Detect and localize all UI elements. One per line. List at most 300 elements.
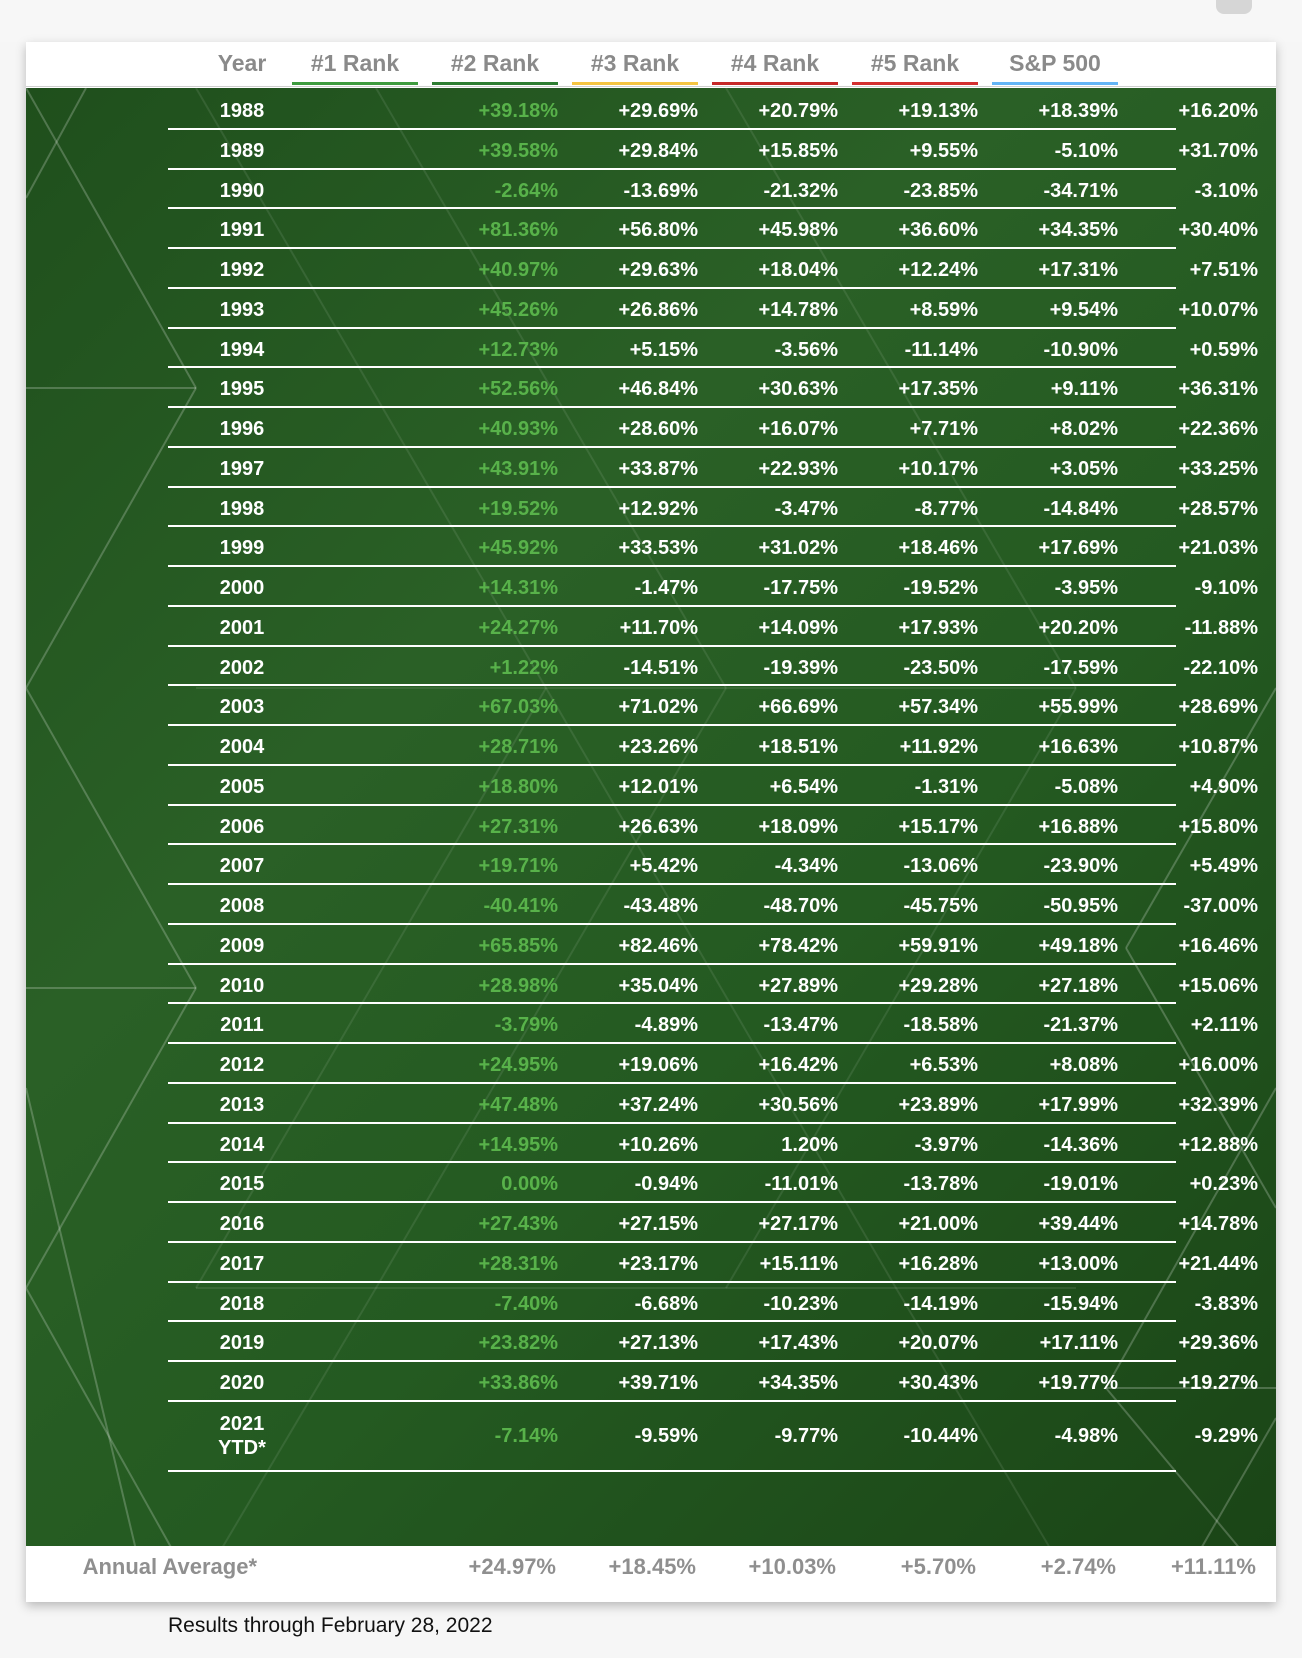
rank-2-value-cell: +26.63% <box>618 815 698 838</box>
table-row <box>168 647 1258 687</box>
table-row <box>168 368 1258 408</box>
rank-4-value-cell: +15.17% <box>898 815 978 838</box>
sp500-value-cell: +22.36% <box>1178 418 1258 440</box>
column-header-label: #3 Rank <box>590 50 680 76</box>
rank-1-value-cell: +81.36% <box>478 219 558 242</box>
year-cell: 1999 <box>219 537 265 560</box>
rank-1-value-cell: -3.79% <box>494 1014 558 1037</box>
sp500-average-cell: +11.11% <box>1170 1554 1256 1579</box>
rank-2-value-cell: +71.02% <box>618 696 698 719</box>
table-row <box>168 567 1258 607</box>
table-row <box>168 1163 1258 1203</box>
sp500-value-cell: +2.11% <box>1190 1014 1258 1037</box>
rank-3-value-cell: +18.09% <box>758 815 838 838</box>
rank-5-value-cell: -50.95% <box>1043 895 1118 917</box>
rank-1-value-cell: +19.52% <box>478 497 558 520</box>
rank-2-value-cell: +10.26% <box>618 1133 698 1156</box>
rank-3-value-cell: +14.78% <box>758 298 838 321</box>
rank-5-value-cell: +55.99% <box>1038 696 1118 719</box>
year-cell: 2019 <box>219 1332 265 1355</box>
rank-5-value-cell: +16.88% <box>1038 815 1118 838</box>
table-row <box>168 130 1258 170</box>
scrollbar-thumb[interactable] <box>1216 0 1252 14</box>
sp500-value-cell: -3.83% <box>1194 1292 1258 1315</box>
year-cell: 2018 <box>219 1292 265 1315</box>
rank-4-value-cell: -10.44% <box>903 1424 978 1447</box>
rank-5-value-cell: -14.84% <box>1043 497 1118 520</box>
column-header-label: S&P 500 <box>1009 50 1101 76</box>
rank-1-value-cell: +24.95% <box>478 1054 558 1076</box>
sp500-value-cell: +0.23% <box>1189 1173 1258 1196</box>
rank-5-value-cell: -4.98% <box>1054 1424 1118 1447</box>
table-row <box>168 1402 1258 1472</box>
rank-1-value-cell: +27.31% <box>478 815 558 838</box>
rank-1-value-cell: +1.22% <box>489 656 558 679</box>
rank-5-value-cell: -21.37% <box>1043 1014 1118 1037</box>
rank-4-value-cell: +9.55% <box>909 139 978 162</box>
year-cell: 2017 <box>219 1252 265 1275</box>
table-row <box>168 249 1258 289</box>
rank-3-value-cell: +20.79% <box>758 100 838 122</box>
rank-1-value-cell: +39.58% <box>478 139 558 162</box>
year-cell: 2008 <box>219 895 265 917</box>
rank-1-value-cell: +12.73% <box>478 338 558 361</box>
year-cell: 2003 <box>219 696 265 719</box>
year-cell: 2011 <box>220 1014 264 1037</box>
rank-3-value-cell: -21.32% <box>763 179 838 202</box>
sp500-value-cell: +28.57% <box>1178 497 1258 520</box>
rank-3-value-cell: -19.39% <box>763 656 838 679</box>
rank-2-value-cell: -14.51% <box>623 656 698 679</box>
rank-4-value-cell: -3.97% <box>914 1133 978 1156</box>
rank-1-value-cell: -7.40% <box>494 1292 558 1315</box>
year-cell: 2009 <box>219 934 265 957</box>
rank-3-value-cell: +6.54% <box>769 775 838 798</box>
rank-2-value-cell: -9.59% <box>634 1424 698 1447</box>
rank-2-value-cell: +37.24% <box>618 1093 698 1116</box>
rank-1-value-cell: -40.41% <box>483 895 558 917</box>
rank-5-value-cell: -14.36% <box>1043 1133 1118 1156</box>
rank-4-value-cell: +18.46% <box>898 537 978 560</box>
rank-3-value-cell: -3.47% <box>774 497 838 520</box>
table-row <box>168 806 1258 846</box>
rank-4-value-cell: +11.92% <box>899 736 978 758</box>
results-footnote: Results through February 28, 2022 <box>168 1614 493 1637</box>
rank-1-value-cell: +19.71% <box>478 855 558 878</box>
rank-2-value-cell: +33.87% <box>618 457 698 480</box>
rank-4-value-cell: -18.58% <box>903 1014 978 1037</box>
rank-1-value-cell: +14.95% <box>478 1133 558 1156</box>
year-cell: 2010 <box>219 974 265 997</box>
rank-1-value-cell: +24.27% <box>478 616 558 639</box>
rank-2-value-cell: -6.68% <box>634 1292 698 1315</box>
rank-2-value-cell: +26.86% <box>618 298 698 321</box>
rank-3-value-cell: +31.02% <box>758 537 838 560</box>
rank-3-value-cell: +14.09% <box>758 616 838 639</box>
table-body <box>26 88 1276 1592</box>
rank-3-value-cell: -11.01% <box>764 1173 838 1196</box>
rank-5-value-cell: +9.54% <box>1049 298 1118 321</box>
rank-3-value-cell: -9.77% <box>774 1424 838 1447</box>
rank-1-value-cell: +27.43% <box>478 1213 558 1235</box>
year-cell: 1990 <box>219 179 265 202</box>
rank-3-value-cell: +78.42% <box>758 934 838 957</box>
sp500-value-cell: -11.88% <box>1184 616 1258 639</box>
column-header-underline <box>292 82 418 85</box>
rank-1-value-cell: +23.82% <box>478 1332 558 1355</box>
rank-2-average-cell: +18.45% <box>608 1554 696 1579</box>
rank-5-value-cell: +13.00% <box>1038 1252 1118 1275</box>
rank-2-value-cell: +27.15% <box>618 1213 698 1235</box>
rank-5-value-cell: +18.39% <box>1038 100 1118 122</box>
rank-1-value-cell: +47.48% <box>478 1093 558 1116</box>
rank-1-value-cell: +28.71% <box>478 736 558 758</box>
rank-3-value-cell: +17.43% <box>758 1332 838 1355</box>
rank-1-value-cell: +28.31% <box>478 1252 558 1275</box>
rank-4-value-cell: +21.00% <box>898 1213 978 1235</box>
rank-5-value-cell: -5.08% <box>1054 775 1118 798</box>
rank-3-value-cell: +66.69% <box>758 696 838 719</box>
rank-3-value-cell: +30.56% <box>758 1093 838 1116</box>
rank-4-value-cell: -45.75% <box>903 895 978 917</box>
sp500-value-cell: +30.40% <box>1178 219 1258 242</box>
year-cell: 2006 <box>219 815 265 838</box>
sp500-value-cell: +16.46% <box>1178 934 1258 957</box>
rank-2-value-cell: +19.06% <box>618 1054 698 1076</box>
column-header-rank-2 <box>432 42 558 86</box>
rank-5-value-cell: +17.69% <box>1038 537 1118 560</box>
rank-1-value-cell: +33.86% <box>478 1372 558 1394</box>
sp500-value-cell: -9.29% <box>1194 1424 1258 1447</box>
rank-3-value-cell: +27.89% <box>758 974 838 997</box>
table-row <box>168 170 1258 210</box>
rank-5-value-cell: -34.71% <box>1043 179 1118 202</box>
annual-average-label: Annual Average* <box>82 1554 257 1579</box>
rank-4-value-cell: +10.17% <box>898 457 978 480</box>
sp500-value-cell: +28.69% <box>1178 696 1258 719</box>
year-cell: 1996 <box>219 418 265 440</box>
rank-5-value-cell: -3.95% <box>1054 577 1118 599</box>
table-row <box>168 527 1258 567</box>
rank-1-value-cell: +39.18% <box>478 100 558 122</box>
sp500-value-cell: +16.20% <box>1178 100 1258 122</box>
rank-2-value-cell: +5.15% <box>629 338 698 361</box>
sp500-value-cell: +12.88% <box>1178 1133 1258 1156</box>
column-header-label: #4 Rank <box>730 50 820 76</box>
rank-4-value-cell: +57.34% <box>898 696 978 719</box>
sp500-value-cell: +10.07% <box>1178 298 1258 321</box>
year-cell: 2016 <box>219 1213 265 1235</box>
sp500-value-cell: -3.10% <box>1194 179 1258 202</box>
sp500-value-cell: +4.90% <box>1189 775 1258 798</box>
rank-5-value-cell: -10.90% <box>1043 338 1118 361</box>
column-header-year <box>187 42 297 86</box>
year-cell: 2020 <box>219 1372 265 1394</box>
rank-2-value-cell: +29.63% <box>618 259 698 281</box>
rank-5-value-cell: +20.20% <box>1038 616 1118 639</box>
rank-3-average-cell: +10.03% <box>748 1554 836 1579</box>
rank-4-value-cell: +19.13% <box>898 100 978 122</box>
table-row <box>168 289 1258 329</box>
column-header-label: #5 Rank <box>870 50 960 76</box>
sp500-value-cell: +21.44% <box>1178 1252 1258 1275</box>
rank-1-value-cell: +40.97% <box>478 259 558 281</box>
sp500-value-cell: +31.70% <box>1178 139 1258 162</box>
rank-1-value-cell: -7.14% <box>494 1424 558 1447</box>
year-cell: 2005 <box>219 775 265 798</box>
sp500-value-cell: -22.10% <box>1183 656 1258 679</box>
table-row <box>168 1362 1258 1402</box>
table-row <box>168 1124 1258 1164</box>
rank-4-value-cell: +59.91% <box>898 934 978 957</box>
rank-4-value-cell: +20.07% <box>898 1332 978 1355</box>
table-row <box>168 726 1258 766</box>
year-cell: 1997 <box>219 457 265 480</box>
rank-1-value-cell: +52.56% <box>478 378 558 401</box>
rank-2-value-cell: +23.26% <box>618 736 698 758</box>
rank-3-value-cell: +15.85% <box>758 139 838 162</box>
rank-3-value-cell: +18.51% <box>758 736 838 758</box>
year-cell: 2007 <box>219 855 265 878</box>
year-cell: 2001 <box>219 616 265 639</box>
rank-3-value-cell: -17.75% <box>763 577 838 599</box>
rank-5-value-cell: -15.94% <box>1043 1292 1118 1315</box>
year-cell: 1988 <box>219 100 265 122</box>
rank-4-value-cell: +6.53% <box>909 1054 978 1076</box>
sp500-value-cell: +15.06% <box>1178 974 1258 997</box>
column-header-rank-5 <box>852 42 978 86</box>
year-cell: 1994 <box>219 338 265 361</box>
table-row <box>168 1084 1258 1124</box>
table-row <box>168 329 1258 369</box>
year-cell: 1989 <box>219 139 265 162</box>
rank-2-value-cell: -43.48% <box>623 895 698 917</box>
rank-5-value-cell: +8.08% <box>1049 1054 1118 1076</box>
sp500-value-cell: +5.49% <box>1189 855 1258 878</box>
column-header-underline <box>712 82 838 85</box>
table-row <box>168 885 1258 925</box>
rank-5-value-cell: +27.18% <box>1038 974 1118 997</box>
year-cell: 1995 <box>219 378 265 401</box>
sp500-value-cell: -37.00% <box>1183 895 1258 917</box>
rank-3-value-cell: +16.42% <box>758 1054 838 1076</box>
table-row <box>168 845 1258 885</box>
year-cell: 2014 <box>219 1133 265 1156</box>
column-header-label: #1 Rank <box>310 50 400 76</box>
rank-5-value-cell: +17.99% <box>1038 1093 1118 1116</box>
rank-1-value-cell: +14.31% <box>478 577 558 599</box>
rank-5-value-cell: +3.05% <box>1049 457 1118 480</box>
rank-2-value-cell: +56.80% <box>618 219 698 242</box>
table-row <box>168 1203 1258 1243</box>
rank-5-value-cell: +16.63% <box>1038 736 1118 758</box>
table-row <box>168 1243 1258 1283</box>
sp500-value-cell: +14.78% <box>1178 1213 1258 1235</box>
table-row <box>168 488 1258 528</box>
rank-1-value-cell: +67.03% <box>478 696 558 719</box>
sp500-value-cell: +7.51% <box>1189 259 1258 281</box>
table-row <box>168 1044 1258 1084</box>
sp500-value-cell: +0.59% <box>1189 338 1258 361</box>
rank-2-value-cell: -0.94% <box>634 1173 698 1196</box>
sp500-value-cell: +19.27% <box>1178 1372 1258 1394</box>
sp500-value-cell: +16.00% <box>1178 1054 1258 1076</box>
rank-2-value-cell: +23.17% <box>618 1252 698 1275</box>
year-cell: 2015 <box>219 1173 265 1196</box>
rank-1-average-cell: +24.97% <box>468 1554 556 1579</box>
rank-2-value-cell: +29.84% <box>618 139 698 162</box>
year-cell: 1992 <box>219 259 265 281</box>
rank-3-value-cell: +30.63% <box>758 378 838 401</box>
rank-3-value-cell: -10.23% <box>763 1292 838 1315</box>
rank-4-value-cell: +30.43% <box>898 1372 978 1394</box>
rank-5-value-cell: +39.44% <box>1038 1213 1118 1235</box>
table-row <box>168 607 1258 647</box>
page-top-strip <box>0 0 1302 42</box>
sp500-value-cell: +15.80% <box>1178 815 1258 838</box>
column-header-underline <box>852 82 978 85</box>
rank-3-value-cell: +34.35% <box>758 1372 838 1394</box>
rank-2-value-cell: +11.70% <box>619 616 698 639</box>
sp500-value-cell: +32.39% <box>1178 1093 1258 1116</box>
rank-4-value-cell: +12.24% <box>898 259 978 281</box>
rank-1-value-cell: +43.91% <box>478 457 558 480</box>
year-cell: 1998 <box>219 497 265 520</box>
column-header-label: Year <box>217 50 267 76</box>
rank-2-value-cell: +5.42% <box>629 855 698 878</box>
table-row <box>168 90 1258 130</box>
table-row <box>168 766 1258 806</box>
rank-3-value-cell: +16.07% <box>758 418 838 440</box>
sp500-value-cell: +21.03% <box>1178 537 1258 560</box>
rank-4-value-cell: +29.28% <box>898 974 978 997</box>
rank-2-value-cell: +35.04% <box>618 974 698 997</box>
rank-3-value-cell: +45.98% <box>758 219 838 242</box>
rank-3-value-cell: -13.47% <box>763 1014 838 1037</box>
year-cell: 2000 <box>219 577 265 599</box>
rank-4-value-cell: -23.50% <box>903 656 978 679</box>
rank-5-value-cell: +8.02% <box>1049 418 1118 440</box>
year-cell: 2012 <box>219 1054 265 1076</box>
rank-4-value-cell: +17.35% <box>898 378 978 401</box>
table-row <box>168 965 1258 1005</box>
table-row <box>168 448 1258 488</box>
column-header-underline <box>432 82 558 85</box>
rank-4-value-cell: -11.14% <box>904 338 978 361</box>
rank-4-value-cell: +23.89% <box>898 1093 978 1116</box>
rank-4-value-cell: -19.52% <box>903 577 978 599</box>
year-cell: 2021 YTD* <box>218 1412 266 1459</box>
rank-5-average-cell: +2.74% <box>1040 1554 1116 1579</box>
table-row <box>168 925 1258 965</box>
rank-2-value-cell: +28.60% <box>618 418 698 440</box>
rank-4-value-cell: -8.77% <box>914 497 978 520</box>
rank-1-value-cell: +45.92% <box>478 537 558 560</box>
rank-2-value-cell: -1.47% <box>634 577 698 599</box>
rank-1-value-cell: -2.64% <box>494 179 558 202</box>
rank-2-value-cell: -13.69% <box>623 179 698 202</box>
rank-4-value-cell: +7.71% <box>909 418 978 440</box>
rank-2-value-cell: +29.69% <box>618 100 698 122</box>
rank-2-value-cell: +46.84% <box>618 378 698 401</box>
column-header-rank-1 <box>292 42 418 86</box>
returns-table-card <box>26 42 1276 1602</box>
rank-3-value-cell: 1.20% <box>781 1133 838 1156</box>
sp500-value-cell: +10.87% <box>1178 736 1258 758</box>
rank-2-value-cell: +39.71% <box>618 1372 698 1394</box>
rank-4-value-cell: -13.06% <box>903 855 978 878</box>
annual-average-row <box>26 1546 1276 1600</box>
year-cell: 2004 <box>219 736 265 758</box>
rank-4-value-cell: -13.78% <box>903 1173 978 1196</box>
column-header-underline <box>187 82 297 85</box>
rank-4-value-cell: -23.85% <box>903 179 978 202</box>
rank-4-value-cell: +36.60% <box>898 219 978 242</box>
table-row <box>168 1004 1258 1044</box>
sp500-value-cell: +33.25% <box>1178 457 1258 480</box>
year-cell: 1993 <box>219 298 265 321</box>
rank-5-value-cell: +34.35% <box>1038 219 1118 242</box>
sp500-value-cell: +36.31% <box>1178 378 1258 401</box>
table-row <box>168 1283 1258 1323</box>
column-header-label: #2 Rank <box>450 50 540 76</box>
rank-1-value-cell: +65.85% <box>478 934 558 957</box>
sp500-value-cell: +29.36% <box>1178 1332 1258 1355</box>
rank-2-value-cell: +82.46% <box>618 934 698 957</box>
rank-4-value-cell: -14.19% <box>903 1292 978 1315</box>
year-cell: 2002 <box>219 656 265 679</box>
rank-1-value-cell: 0.00% <box>501 1173 558 1196</box>
rank-5-value-cell: +17.11% <box>1039 1332 1118 1355</box>
table-row <box>168 209 1258 249</box>
rank-5-value-cell: +17.31% <box>1038 259 1118 281</box>
rank-4-value-cell: -1.31% <box>914 775 978 798</box>
rank-4-value-cell: +8.59% <box>909 298 978 321</box>
rank-5-value-cell: -19.01% <box>1043 1173 1118 1196</box>
rank-1-value-cell: +28.98% <box>478 974 558 997</box>
rank-2-value-cell: +12.92% <box>618 497 698 520</box>
rank-2-value-cell: +27.13% <box>618 1332 698 1355</box>
rank-1-value-cell: +40.93% <box>478 418 558 440</box>
column-header-underline <box>572 82 698 85</box>
rank-1-value-cell: +45.26% <box>478 298 558 321</box>
rank-2-value-cell: +33.53% <box>618 537 698 560</box>
rank-3-value-cell: -3.56% <box>774 338 838 361</box>
rank-3-value-cell: +27.17% <box>758 1213 838 1235</box>
column-header-rank-4 <box>712 42 838 86</box>
rank-3-value-cell: +22.93% <box>758 457 838 480</box>
rank-5-value-cell: +49.18% <box>1038 934 1118 957</box>
rank-3-value-cell: -4.34% <box>774 855 838 878</box>
rank-4-value-cell: +16.28% <box>898 1252 978 1275</box>
rank-3-value-cell: +18.04% <box>758 259 838 281</box>
year-cell: 1991 <box>219 219 265 242</box>
rank-3-value-cell: -48.70% <box>763 895 838 917</box>
table-row <box>168 1322 1258 1362</box>
column-header-sp500 <box>992 42 1118 86</box>
rank-3-value-cell: +15.11% <box>759 1252 838 1275</box>
rank-2-value-cell: -4.89% <box>634 1014 698 1037</box>
rank-5-value-cell: -5.10% <box>1054 139 1118 162</box>
table-row <box>168 408 1258 448</box>
rank-4-value-cell: +17.93% <box>898 616 978 639</box>
rank-2-value-cell: +12.01% <box>618 775 698 798</box>
table-row <box>168 686 1258 726</box>
sp500-value-cell: -9.10% <box>1194 577 1258 599</box>
year-cell: 2013 <box>219 1093 265 1116</box>
rank-5-value-cell: -17.59% <box>1043 656 1118 679</box>
rank-4-average-cell: +5.70% <box>900 1554 976 1579</box>
